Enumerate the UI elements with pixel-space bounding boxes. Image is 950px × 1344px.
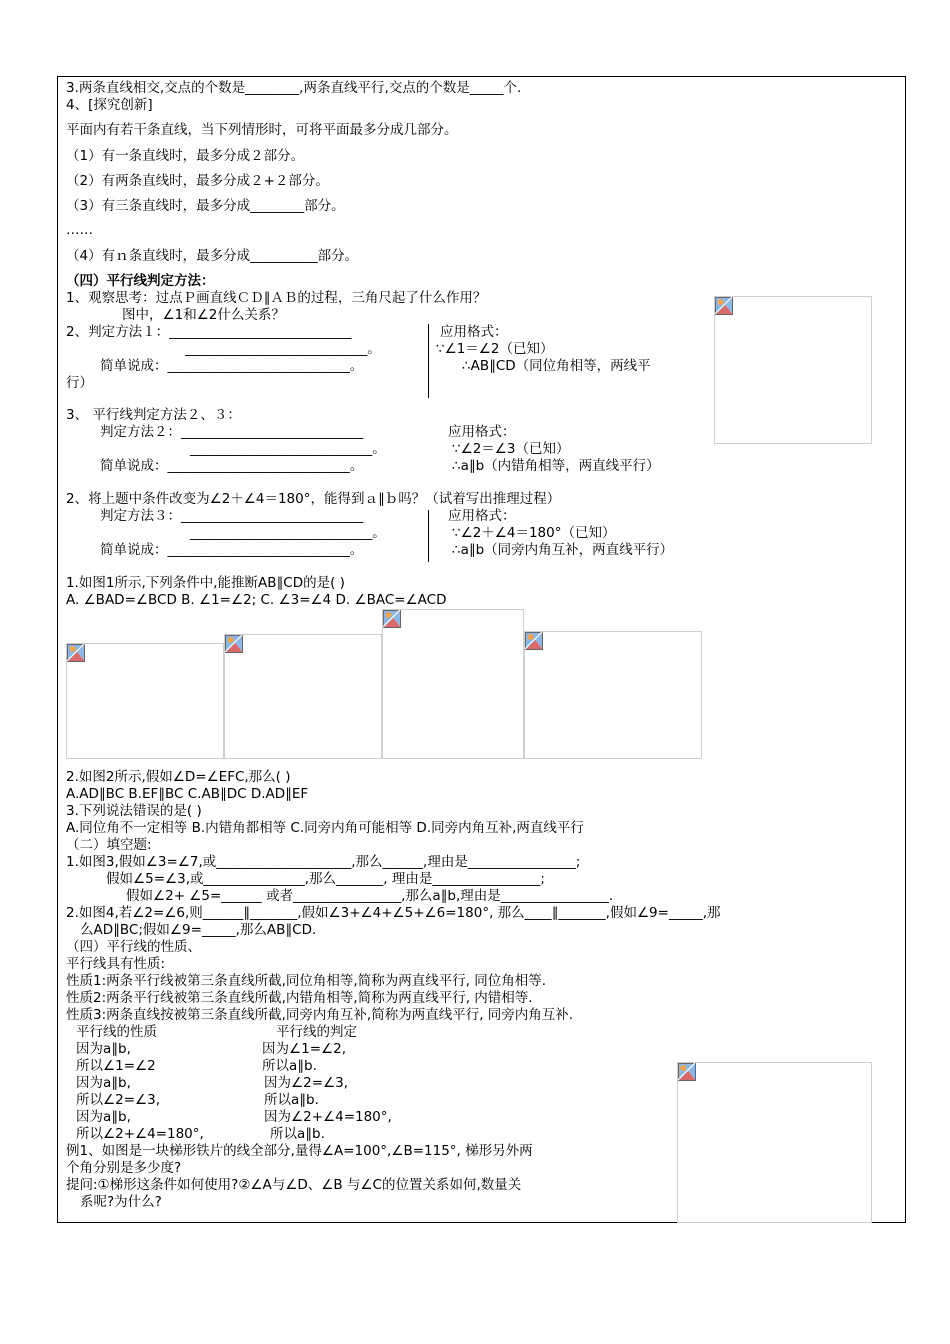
fill-q2-line2: 么AD∥BC;假如∠9=_____,那么AB∥CD. [80,922,317,938]
fill-q1-line2: 假如∠5=∠3,或_______________,那么_______, 理由是________________; [106,871,545,887]
section-explore-title: 4、[探究创新] [66,97,153,113]
criterion-3-label: 判定方法３：___________________________ [100,508,364,524]
compare-header-property: 平行线的性质 [76,1024,157,1040]
section-fill-in-title: （二）填空题: [66,837,152,853]
choice-q3: 3.下列说法错误的是( ) [66,803,202,819]
criterion-2-format-given: ∵∠2＝∠3（已知） [452,441,570,457]
divider-1 [428,324,429,398]
choice-q2-options: A.AD∥BC B.EF∥BC C.AB∥DC D.AD∥EF [66,786,309,802]
figure-triangle-ruler [714,296,872,444]
criterion-2-blank-2: ___________________________。 [190,441,386,457]
criterion-1-format-conclusion: ∴AB∥CD（同位角相等，两线平 [462,358,651,374]
choice-q1: 1.如图1所示,下列条件中,能推断AB∥CD的是( ) [66,575,345,591]
criterion-3-format-conclusion: ∴a∥b（同旁内角互补，两直线平行） [452,542,674,558]
compare-right-3: 因为∠2=∠3, [264,1075,348,1091]
example-1: 例1、如图是一块梯形铁片的线全部分,量得∠A=100°,∠B=115°, 梯形另外两 [66,1143,533,1159]
observe-question-cont: 图中，∠1和∠2什么关系？ [122,307,285,323]
choice-q1-options: A. ∠BAD=∠BCD B. ∠1=∠2; C. ∠3=∠4 D. ∠BAC=∠ACD [66,592,447,608]
explore-intro: 平面内有若干条直线，当下列情形时，可将平面最多分成几部分。 [66,122,458,138]
figure-3 [382,609,524,759]
explore-ellipsis: …… [66,222,93,238]
fill-q2: 2.如图4,若∠2=∠6,则______∥_______,假如∠3+∠4+∠5+∠6=180°, 那么____∥_______,假如∠9=_____,那 [66,905,721,921]
criterion-2-label: 判定方法２：___________________________ [100,424,364,440]
properties-intro: 平行线具有性质: [66,956,166,972]
compare-left-1: 因为a∥b, [76,1041,131,1057]
criterion-1-short: 简单说成：___________________________。 [100,358,364,374]
compare-right-2: 所以a∥b. [262,1058,317,1074]
compare-left-2: 所以∠1=∠2 [76,1058,156,1074]
choice-q3-options: A.同位角不一定相等 B.内错角都相等 C.同旁内角可能相等 D.同旁内角互补,两直线平行 [66,820,584,836]
explore-item-n: （4）有ｎ条直线时，最多分成__________部分。 [66,248,359,264]
fill-q1-line3: 假如∠2+ ∠5=______ 或者________________,那么a∥b,理由是________________. [126,888,614,904]
figure-trapezoid [677,1062,872,1223]
section-properties-title: （四）平行线的性质、 [66,939,201,955]
criterion-3-blank-2: ___________________________。 [190,525,386,541]
explore-item-2: （2）有两条直线时，最多分成２+２部分。 [66,173,329,189]
explore-item-1: （1）有一条直线时，最多分成２部分。 [66,148,305,164]
criterion-3-short: 简单说成：___________________________。 [100,542,364,558]
question-supplementary: 2、将上题中条件改变为∠2＋∠4＝180°，能得到ａ∥ｂ吗？（试着写出推理过程） [66,491,561,507]
broken-image-icon [67,644,85,662]
criteria-2-3-title: 3、 平行线判定方法２、３： [66,407,241,423]
compare-left-3: 因为a∥b, [76,1075,131,1091]
compare-right-6: 所以a∥b. [270,1126,325,1142]
example-1-prompt: 提问:①梯形这条件如何使用?②∠A与∠D、∠B 与∠C的位置关系如何,数量关 [66,1177,522,1193]
figure-4 [524,631,702,759]
fill-q1: 1.如图3,假如∠3=∠7,或____________________,那么______,理由是________________; [66,854,581,870]
compare-left-5: 因为a∥b, [76,1109,131,1125]
criterion-3-format-title: 应用格式： [448,508,516,524]
criterion-2-format-conclusion: ∴a∥b（内错角相等，两直线平行） [452,458,660,474]
example-1-prompt-cont: 系呢?为什么? [80,1194,162,1210]
choice-q2: 2.如图2所示,假如∠D=∠EFC,那么( ) [66,769,291,785]
explore-item-3: （3）有三条直线时，最多分成________部分。 [66,198,345,214]
criterion-1-format-given: ∵∠1＝∠2（已知） [436,341,554,357]
broken-image-icon [383,610,401,628]
figure-2 [224,634,382,759]
property-3: 性质3:两条直线按被第三条直线所截,同旁内角互补,简称为两直线平行, 同旁内角互补. [66,1007,574,1023]
criterion-1-label: 2、判定方法１：___________________________ [66,324,352,340]
broken-image-icon [525,632,543,650]
broken-image-icon [225,635,243,653]
divider-2 [428,510,429,562]
criterion-3-format-given: ∵∠2＋∠4＝180°（已知） [452,525,616,541]
example-1-cont: 个角分别是多少度? [66,1160,182,1176]
criterion-1-wrap: 行） [66,375,93,391]
compare-left-6: 所以∠2+∠4=180°, [76,1126,204,1142]
property-2: 性质2:两条平行线被第三条直线所截,内错角相等,简称为两直线平行, 内错相等. [66,990,533,1006]
compare-header-criterion: 平行线的判定 [276,1024,357,1040]
compare-right-5: 因为∠2+∠4=180°, [264,1109,392,1125]
observe-question: 1、观察思考：过点Ｐ画直线ＣＤ∥ＡＢ的过程，三角尺起了什么作用？ [66,290,487,306]
figure-1 [66,643,224,759]
criterion-2-short: 简单说成：___________________________。 [100,458,364,474]
question-intersection-count: 3.两条直线相交,交点的个数是________,两条直线平行,交点的个数是_____个. [66,80,522,96]
property-1: 性质1:两条平行线被第三条直线所截,同位角相等,简称为两直线平行, 同位角相等. [66,973,547,989]
broken-image-icon [715,297,733,315]
criterion-1-format-title: 应用格式： [440,324,508,340]
criterion-2-format-title: 应用格式： [448,424,516,440]
compare-right-4: 所以a∥b. [264,1092,319,1108]
compare-left-4: 所以∠2=∠3, [76,1092,160,1108]
section-parallel-criteria-title: （四）平行线判定方法： [66,273,215,289]
compare-right-1: 因为∠1=∠2, [262,1041,346,1057]
broken-image-icon [678,1063,696,1081]
criterion-1-blank-2: ___________________________。 [185,341,381,357]
